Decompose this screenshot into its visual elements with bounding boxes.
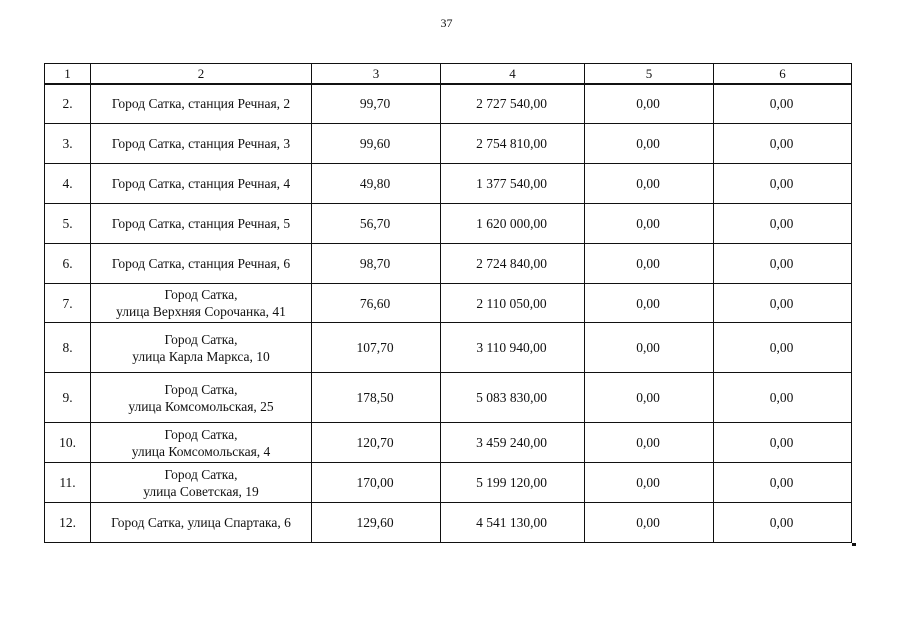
table-row [45,204,852,244]
row-number-cell: 6. [45,244,91,284]
column-header: 4 [441,64,585,84]
table-row [45,284,852,323]
page-number: 37 [440,16,453,30]
address-line: улица Карла Маркса, 10 [132,348,270,364]
property-table [44,63,852,543]
row-number-cell: 3. [45,124,91,164]
row-number-cell: 12. [45,503,91,543]
address-cell [91,84,312,124]
table-header-row [45,64,852,84]
col4-cell: 3 110 940,00 [441,323,585,373]
table-row [45,373,852,423]
address-line: улица Комсомольская, 25 [128,398,274,414]
address-cell [91,124,312,164]
col4-cell: 1 620 000,00 [441,204,585,244]
address-line: Город Сатка, [164,426,238,442]
column-header: 3 [312,64,441,84]
address-line: Город Сатка, [164,287,238,302]
col6-cell: 0,00 [714,323,852,373]
row-number-cell: 2. [45,84,91,124]
column-header: 5 [585,64,714,84]
address-line: Город Сатка, станция Речная, 4 [111,176,291,191]
address-cell [91,503,312,543]
col4-cell: 2 110 050,00 [441,284,585,323]
address-line: улица Советская, 19 [143,483,259,499]
col6-cell: 0,00 [714,463,852,503]
row-number-cell: 11. [45,463,91,503]
address-cell [91,323,312,373]
col5-cell: 0,00 [585,463,714,503]
column-header: 2 [91,64,312,84]
col6-cell: 0,00 [714,84,852,124]
col4-cell: 5 199 120,00 [441,463,585,503]
col3-cell: 49,80 [312,164,441,204]
table-row [45,164,852,204]
address-line: улица Комсомольская, 4 [131,443,271,459]
address-line: Город Сатка, станция Речная, 5 [111,216,291,231]
address-cell [91,463,312,503]
col5-cell: 0,00 [585,164,714,204]
address-line: улица Верхняя Сорочанка, 41 [116,304,286,319]
address-cell [91,423,312,463]
column-header: 1 [45,64,91,84]
col3-cell: 178,50 [312,373,441,423]
col6-cell: 0,00 [714,503,852,543]
col6-cell: 0,00 [714,244,852,284]
col6-cell: 0,00 [714,423,852,463]
row-number-cell: 5. [45,204,91,244]
row-number-cell: 7. [45,284,91,323]
col4-cell: 2 724 840,00 [441,244,585,284]
table-row [45,503,852,543]
col3-cell: 98,70 [312,244,441,284]
col5-cell: 0,00 [585,244,714,284]
table-row [45,84,852,124]
address-line: Город Сатка, [164,331,238,347]
table-row [45,124,852,164]
col3-cell: 76,60 [312,284,441,323]
col3-cell: 170,00 [312,463,441,503]
col5-cell: 0,00 [585,323,714,373]
table-row [45,423,852,463]
col3-cell: 99,70 [312,84,441,124]
address-line: Город Сатка, [164,466,238,482]
row-number-cell: 10. [45,423,91,463]
col5-cell: 0,00 [585,204,714,244]
col6-cell: 0,00 [714,373,852,423]
col4-cell: 5 083 830,00 [441,373,585,423]
col4-cell: 2 754 810,00 [441,124,585,164]
col4-cell: 3 459 240,00 [441,423,585,463]
address-line: Город Сатка, станция Речная, 3 [111,136,291,151]
col5-cell: 0,00 [585,423,714,463]
address-cell [91,373,312,423]
table-edge-mark [852,543,856,546]
col3-cell: 56,70 [312,204,441,244]
address-line: Город Сатка, станция Речная, 6 [111,256,291,271]
address-cell [91,284,312,323]
address-line: Город Сатка, станция Речная, 2 [111,96,291,112]
col6-cell: 0,00 [714,164,852,204]
address-cell [91,204,312,244]
col6-cell: 0,00 [714,124,852,164]
col3-cell: 99,60 [312,124,441,164]
col4-cell: 4 541 130,00 [441,503,585,543]
col5-cell: 0,00 [585,84,714,124]
row-number-cell: 4. [45,164,91,204]
col4-cell: 2 727 540,00 [441,84,585,124]
col3-cell: 107,70 [312,323,441,373]
col5-cell: 0,00 [585,373,714,423]
col4-cell: 1 377 540,00 [441,164,585,204]
address-line: Город Сатка, улица Спартака, 6 [111,515,291,530]
table-row [45,244,852,284]
table-row [45,323,852,373]
col3-cell: 129,60 [312,503,441,543]
address-cell [91,164,312,204]
address-line: Город Сатка, [164,381,238,397]
col3-cell: 120,70 [312,423,441,463]
col5-cell: 0,00 [585,284,714,323]
table-row [45,463,852,503]
col5-cell: 0,00 [585,124,714,164]
column-header: 6 [714,64,852,84]
col6-cell: 0,00 [714,284,852,323]
row-number-cell: 9. [45,373,91,423]
row-number-cell: 8. [45,323,91,373]
address-cell [91,244,312,284]
col6-cell: 0,00 [714,204,852,244]
col5-cell: 0,00 [585,503,714,543]
